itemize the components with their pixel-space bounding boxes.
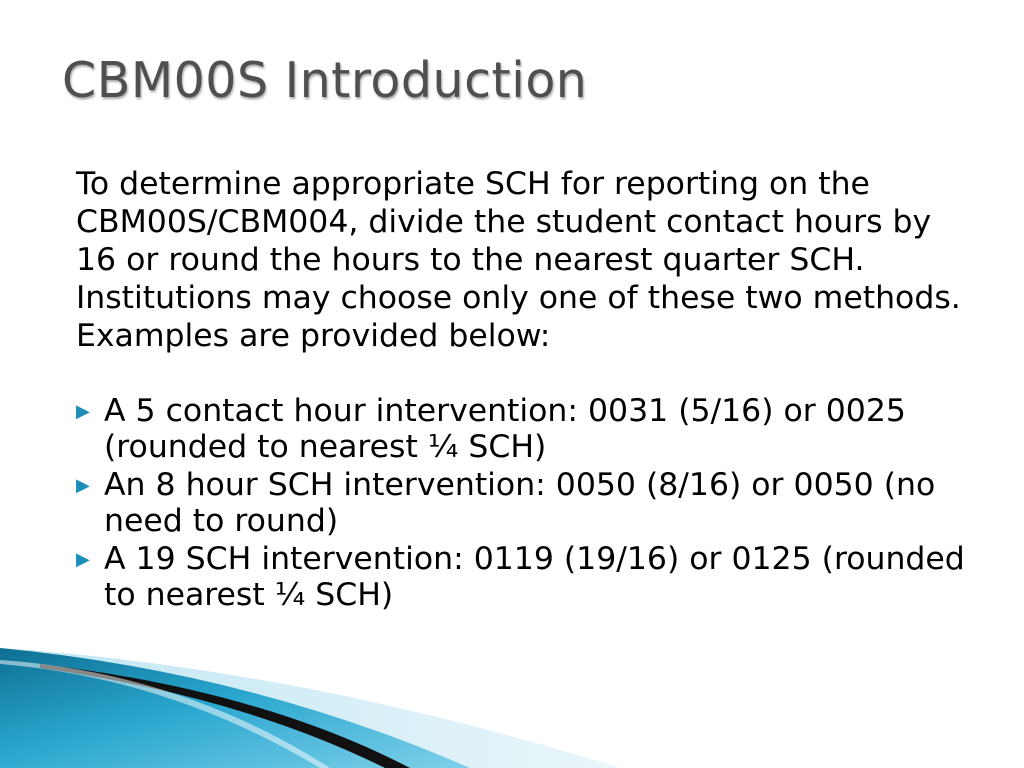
intro-paragraph: To determine appropriate SCH for reporting on the CBM00S/CBM004, divide the student contact hours by 16 or round the hours to the nearest quarter SCH. Institutions may choose only one of these two methods. Examples are provided below: xyxy=(76,166,961,354)
list-item-text: An 8 hour SCH intervention: 0050 (8/16) or 0050 (no need to round) xyxy=(104,467,936,539)
list-item-text: A 5 contact hour intervention: 0031 (5/16) or 0025 (rounded to nearest ¼ SCH) xyxy=(104,393,906,465)
triangle-right-icon: ▶ xyxy=(76,549,90,570)
triangle-right-icon: ▶ xyxy=(76,475,90,496)
triangle-right-icon: ▶ xyxy=(76,401,90,422)
slide-title: CBM00S Introduction xyxy=(62,52,588,109)
list-item-text: A 19 SCH intervention: 0119 (19/16) or 0125 (rounded to nearest ¼ SCH) xyxy=(104,541,965,613)
